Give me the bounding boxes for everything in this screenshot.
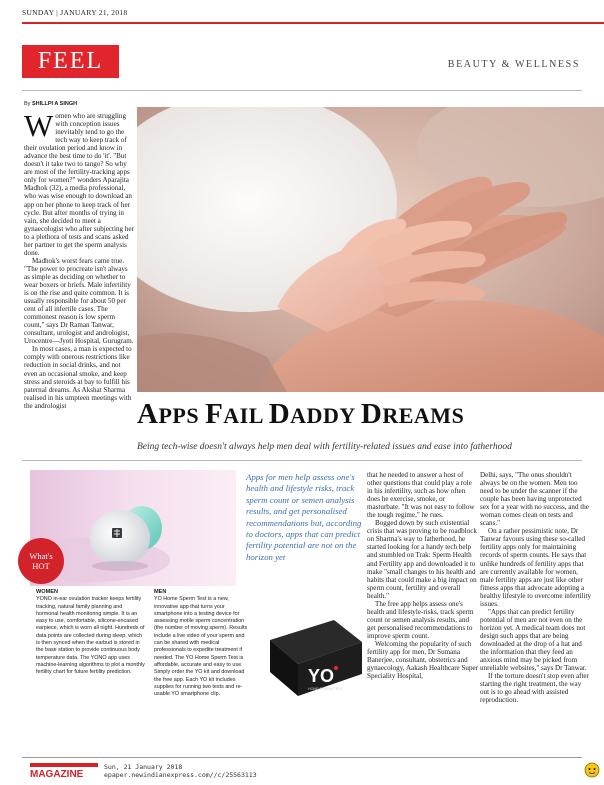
sidebar-women [36, 589, 146, 677]
footer-url[interactable]: epaper.newindianexpress.com//c/25563113 [104, 771, 257, 779]
sidebar-men [154, 589, 252, 698]
magazine-logo-text: MAGAZINE [30, 769, 84, 779]
standfirst-divider [22, 460, 582, 461]
article-column-right [480, 471, 592, 704]
whats-hot-badge [18, 538, 64, 584]
footer-info [104, 763, 257, 779]
badge-line-1: What's [29, 551, 53, 561]
drop-cap: W [24, 108, 54, 143]
article-paragraph: Bogged down by such existential crisis that was proving to be roadblock on Sharma's way to fatherhood, he started looking for a handy tech help and stumbled on Trak: Sperm Health and Fertility app and downloaded it to make "small changes to his health and habits that could make a big impact on sperm count, fertility and overall health." [367, 519, 477, 600]
hands-illustration [137, 107, 604, 392]
date-line: SUNDAY | JANUARY 21, 2018 [22, 8, 128, 17]
byline-prefix: By [24, 101, 31, 107]
article-paragraph: Madhok's worst fears came true. "The power to procreate isn't always as simple as deciding on whether to wear boxers or briefs. Male infertility is on the rise and quite common. It is usually responsible for about 50 per cent of all infertile cases. The commonest reason is low sperm count," says Dr Raman Tanwar, consultant, urologist and andrologist, Urocentre—Jyoti Hospital, Gurugram. [24, 256, 134, 346]
article-paragraph: Welcoming the popularity of such fertility app for men, Dr Sumana Banerjee, consultant, obstetrics and gynaecology, Aakash Healthcare Super Speciality Hospital, [367, 639, 479, 681]
article-paragraph: In most cases, a man is expected to comply with onerous restrictions like reduction in social drinks, and not even an occasional smoke, and keep stress and steroids at bay to fulfill his paternal dreams. As Akshat Sharma realised in his umpteen meetings with the andrologist [24, 345, 132, 410]
sidebar-men-text: YO Home Sperm Test is a new, innovative app that turns your smartphone into a testing device for assessing motile sperm concentration (the number of moving sperm). Results include a live video of your sperm and can be shared with medical professionals to expedite treatment if needed. The YO Home Sperm Test is affordable, accurate and easy to use. Simply order the YO kit and download the free app. Each YO kit includes supplies for running two tests and re-usable YO smartphone clip. [154, 596, 248, 698]
mascot-icon [584, 762, 600, 778]
sidebar-women-heading: WOMEN [36, 589, 59, 595]
sperm-test-kit-image [264, 612, 366, 706]
header-rule [22, 22, 604, 24]
sidebar-men-heading: MEN [154, 589, 167, 595]
kit-brand: YO [308, 666, 335, 686]
article-paragraph: "Apps that can predict fertility potential of men are not even on the horizon yet. A medical team does not design such apps that are being downloaded at the drop of a hat and the information that they feed an anxious mind may be picked from unreliable websites," says Dr Tanwar. [480, 607, 587, 673]
magazine-logo [30, 763, 98, 779]
article-column-left [24, 108, 134, 410]
kit-tagline: HOME SPERM TEST [308, 687, 343, 691]
article-lead-text: omen who are struggling with conception issues inevitably tend to go the tech way to keep track of their ovulation period and know in advance the best time to do 'it'. "But doesn't it take two to tango? So why are most of the fertility-tracking apps only for women?" wonders Aparajita Madhok (32), a media professional, who was wise enough to download an app on her phone to keep track of her cycle. But after months of trying in vain, she decided to meet a gynaecologist who after subjecting her to a plethora of tests and scans asked her partner to get the sperm analysis done. [24, 112, 134, 257]
magazine-logo-mark [30, 763, 98, 779]
article-column-middle [367, 471, 479, 680]
pull-quote: Apps for men help assess one's health and lifestyle risks, track sperm count or semen analysis results, and get personalised recommendations but, according to doctors, apps that can predict fertility potential are not on the horizon yet [246, 472, 362, 562]
standfirst: Being tech-wise doesn't always help men deal with fertility-related issues and ease into fatherhood [137, 442, 512, 452]
article-paragraph: The free app helps assess one's health and lifestyle-risks, track sperm count or semen analysis results, and get personalised recommendations to improve sperm count. [367, 599, 474, 640]
sidebar-women-text: YONO in-ear ovulation tracker keeps fertility tracking, natural family planning and hormonal health monitoring simple. It is an easy to use, comfortable, silicone-encased earpiece, which is worn all night. Hundreds of data points are collected during sleep, which is then synced when the earbud is stored in the base station to provide continuous body temperature data. The YONO app uses machine-learning algorithms to plot a monthly fertility chart for future fertility prediction. [36, 596, 145, 676]
article-paragraph: that he needed to answer a host of other questions that could play a role in his infertility, such as how often does he exercise, smoke, or masturbate. "It was not easy to follow the tough regime," he rues. [367, 471, 475, 520]
article-paragraph: If the torture doesn't stop even after starting the right treatment, the way out is to go ahead with assisted reproduction. [480, 672, 589, 705]
footer-date: Sun, 21 January 2018 [104, 763, 183, 771]
hands-photo [137, 107, 604, 392]
section-title: BEAUTY & WELLNESS [447, 59, 580, 70]
badge-line-2: HOT [32, 561, 50, 571]
mascot-icon-graphic [584, 762, 600, 778]
byline-author: SHILLPI A SINGH [31, 101, 78, 107]
section-label: FEEL [22, 45, 119, 78]
byline [24, 101, 77, 107]
footer-rule [22, 757, 582, 758]
kit-box-illustration [264, 612, 366, 706]
header-divider [22, 90, 582, 91]
article-paragraph: On a rather pessimistic note, Dr Tanwar favours using these so-called fertility apps only for maintaining records of sperm counts. He says that unlike hundreds of fertility apps that are currently available for women, male fertility apps are just like other fitness apps that advocate adopting a healthy lifestyle to overcome infertility issues. [480, 527, 592, 608]
article-headline: APPS FAIL DADDY DREAMS [137, 398, 465, 430]
article-paragraph [24, 108, 134, 257]
article-paragraph: Delhi, says, "The onus shouldn't always be on the women. Men too need to be under the scanner if the couple has been having unprotected sex for a year with no success, and the woman comes clean on tests and scans." [480, 471, 589, 528]
